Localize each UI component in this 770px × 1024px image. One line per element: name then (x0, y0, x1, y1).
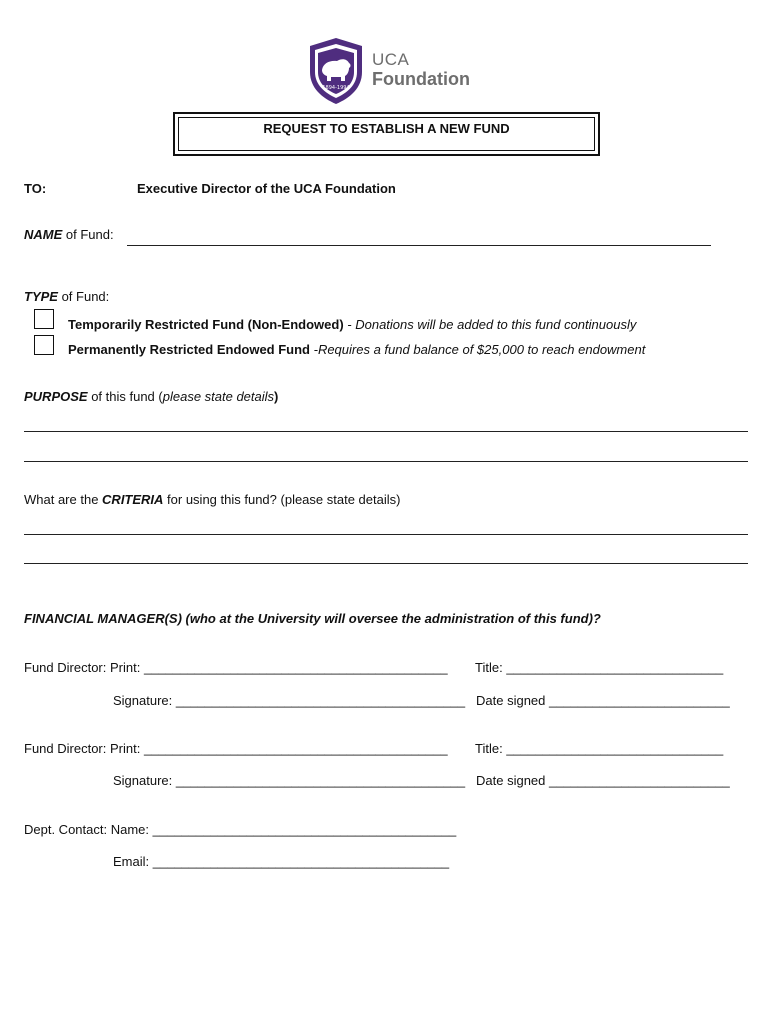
to-value: Executive Director of the UCA Foundation (137, 181, 396, 196)
purpose-label-close: ) (274, 389, 279, 404)
title-box (173, 112, 600, 156)
name-of-fund-label (24, 227, 114, 242)
fund-director-1-signature[interactable] (113, 693, 465, 708)
purpose-label-italic: please state details (162, 389, 275, 404)
fund-director-2-date[interactable] (476, 773, 730, 788)
fund-director-1-print-line[interactable]: __________________________________________ (143, 660, 448, 675)
criteria-prefix: What are the (24, 492, 103, 507)
option-1-name: Temporarily Restricted Fund (Non-Endowed) (68, 317, 344, 332)
fund-director-1-date-line[interactable]: _________________________ (549, 693, 730, 708)
uca-foundation-logo (306, 36, 476, 106)
fund-director-2-date-line[interactable]: _________________________ (549, 773, 730, 788)
dept-contact-email-label: Email: (113, 854, 153, 869)
fund-director-2-title[interactable] (475, 741, 723, 756)
permanently-restricted-checkbox[interactable] (34, 335, 54, 355)
to-label: TO: (24, 181, 47, 196)
dept-contact-name-line[interactable]: __________________________________________ (152, 822, 457, 837)
name-label-rest: of Fund: (62, 227, 114, 242)
option-2-name: Permanently Restricted Endowed Fund (68, 342, 310, 357)
permanently-restricted-option (68, 342, 645, 357)
fund-director-2-print-line[interactable]: __________________________________________ (143, 741, 448, 756)
purpose-line-1[interactable] (24, 431, 748, 432)
fund-director-1-date-label: Date signed (476, 693, 549, 708)
fund-director-2-title-line[interactable]: ______________________________ (506, 741, 724, 756)
fund-director-2-print[interactable] (24, 741, 448, 756)
page-title: REQUEST TO ESTABLISH A NEW FUND (263, 121, 510, 136)
fund-director-1-title-label: Title: (475, 660, 507, 675)
criteria-line-1[interactable] (24, 534, 748, 535)
criteria-line-2[interactable] (24, 563, 748, 564)
purpose-label (24, 389, 278, 404)
criteria-label (24, 492, 400, 507)
fund-director-2-title-label: Title: (475, 741, 507, 756)
temporarily-restricted-checkbox[interactable] (34, 309, 54, 329)
fund-director-1-title-line[interactable]: ______________________________ (506, 660, 724, 675)
logo-foundation-text: Foundation (372, 69, 470, 89)
fund-director-1-title[interactable] (475, 660, 723, 675)
dept-contact-name-label: Dept. Contact: Name: (24, 822, 153, 837)
financial-managers-heading: FINANCIAL MANAGER(S) (who at the University will oversee the administration of this fund)? (24, 611, 601, 626)
name-label-bold: NAME (24, 227, 63, 242)
criteria-bold: CRITERIA (102, 492, 164, 507)
criteria-suffix: for using this fund? (please state details) (163, 492, 401, 507)
logo-uca-text: UCA (372, 50, 410, 69)
fund-director-1-signature-label: Signature: (113, 693, 176, 708)
fund-director-1-print-label: Fund Director: Print: (24, 660, 144, 675)
type-label-rest: of Fund: (57, 289, 110, 304)
fund-director-2-signature-label: Signature: (113, 773, 176, 788)
purpose-line-2[interactable] (24, 461, 748, 462)
dept-contact-email-line[interactable]: _________________________________________ (152, 854, 450, 869)
dept-contact-name[interactable] (24, 822, 456, 837)
name-of-fund-field[interactable] (127, 245, 711, 246)
bear-shield-icon (306, 36, 366, 106)
svg-text:1894-1994: 1894-1994 (322, 85, 350, 91)
fund-director-2-print-label: Fund Director: Print: (24, 741, 144, 756)
option-2-desc: -Requires a fund balance of $25,000 to reach endowment (310, 342, 646, 357)
fund-director-1-print[interactable] (24, 660, 448, 675)
type-label-bold: TYPE (24, 289, 58, 304)
fund-director-2-signature[interactable] (113, 773, 465, 788)
fund-director-2-signature-line[interactable]: ________________________________________ (175, 773, 466, 788)
type-of-fund-label (24, 289, 109, 304)
fund-director-1-date[interactable] (476, 693, 730, 708)
fund-director-1-signature-line[interactable]: ________________________________________ (175, 693, 466, 708)
fund-director-2-date-label: Date signed (476, 773, 549, 788)
option-1-desc: - Donations will be added to this fund continuously (343, 317, 637, 332)
purpose-label-bold: PURPOSE (24, 389, 88, 404)
purpose-label-rest: of this fund ( (87, 389, 163, 404)
temporarily-restricted-option (68, 317, 636, 332)
dept-contact-email[interactable] (113, 854, 449, 869)
